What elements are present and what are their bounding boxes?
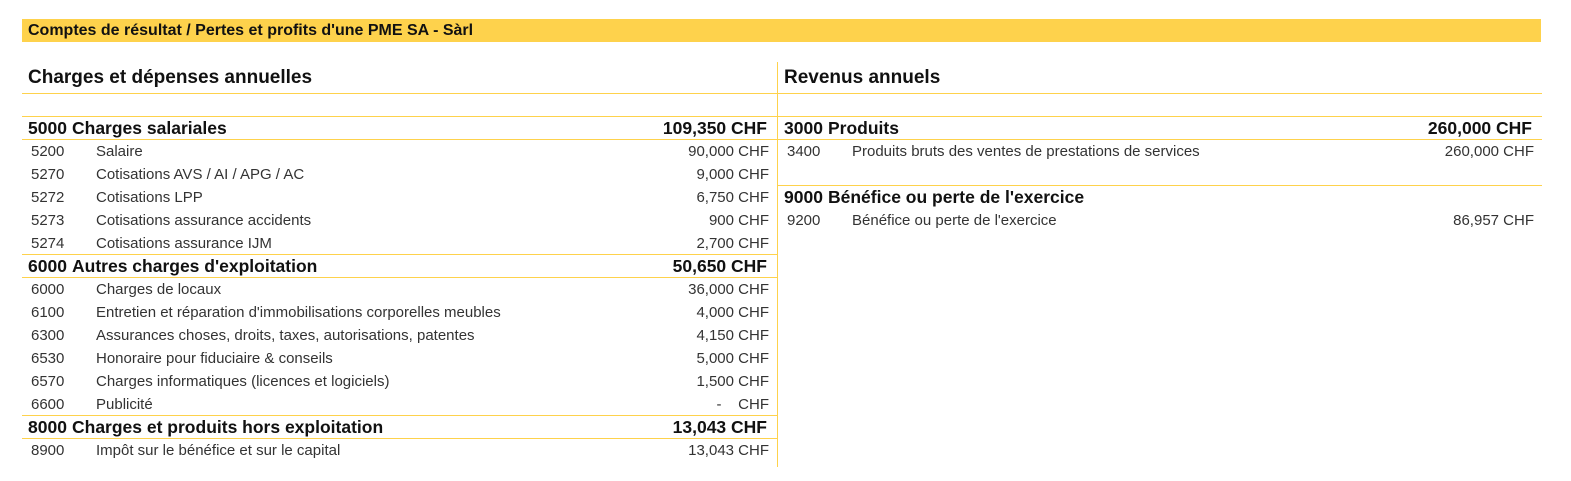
group-name: Charges salariales: [72, 117, 227, 138]
account-code: 5272: [31, 189, 65, 206]
group-code: 6000: [28, 255, 67, 276]
account-code: 5274: [31, 234, 65, 252]
account-row: [22, 301, 777, 324]
account-name: Assurances choses, droits, taxes, autorisations, patentes: [96, 327, 475, 344]
spacer-row: [778, 163, 1542, 186]
account-row: [778, 140, 1542, 163]
account-name: Produits bruts des ventes de prestations de services: [852, 143, 1200, 160]
account-amount: 1,500 CHF: [696, 373, 769, 390]
account-row: [22, 370, 777, 393]
group-header-6000: [22, 255, 777, 278]
group-name: Charges et produits hors exploitation: [72, 416, 384, 437]
account-row: [22, 209, 777, 232]
account-amount: 260,000 CHF: [1444, 143, 1534, 160]
account-name: Publicité: [96, 395, 153, 413]
account-amount: 2,700 CHF: [696, 234, 769, 252]
group-code: 8000: [28, 416, 67, 437]
page-title: Comptes de résultat / Pertes et profits d'une PME SA - Sàrl: [22, 19, 1541, 42]
account-amount: 13,043 CHF: [688, 442, 769, 459]
account-name: Honoraire pour fiduciaire & conseils: [96, 350, 333, 367]
account-code: 6600: [31, 395, 65, 413]
account-row: [22, 140, 777, 163]
group-name: Bénéfice ou perte de l'exercice: [828, 187, 1085, 207]
account-row: [22, 232, 777, 255]
account-amount: 6,750 CHF: [696, 189, 769, 206]
account-amount: 4,000 CHF: [696, 304, 769, 321]
account-amount: 86,957 CHF: [1453, 212, 1534, 229]
charges-heading: Charges et dépenses annuelles: [22, 62, 777, 94]
account-code: 9200: [787, 212, 821, 229]
account-row: [22, 163, 777, 186]
account-amount: 4,150 CHF: [696, 327, 769, 344]
spacer-row: [778, 94, 1542, 117]
account-amount: - CHF: [716, 395, 769, 413]
account-code: 6570: [31, 373, 65, 390]
account-row: [22, 278, 777, 301]
group-name: Autres charges d'exploitation: [72, 255, 318, 276]
account-name: Entretien et réparation d'immobilisations corporelles meubles: [96, 304, 501, 321]
account-code: 3400: [787, 143, 821, 160]
group-code: 9000: [784, 187, 823, 207]
account-amount: 5,000 CHF: [696, 350, 769, 367]
account-amount: 36,000 CHF: [688, 281, 769, 298]
account-name: Charges de locaux: [96, 281, 222, 298]
account-row: [22, 324, 777, 347]
group-code: 3000: [784, 117, 823, 138]
account-name: Cotisations LPP: [96, 189, 203, 206]
group-code: 5000: [28, 117, 67, 138]
group-header-5000: [22, 117, 777, 140]
account-row: [22, 186, 777, 209]
account-code: 5200: [31, 143, 65, 160]
account-code: 6530: [31, 350, 65, 367]
account-name: Impôt sur le bénéfice et sur le capital: [96, 442, 341, 459]
revenus-heading: Revenus annuels: [778, 62, 1542, 94]
account-name: Cotisations assurance IJM: [96, 234, 272, 252]
account-code: 5270: [31, 166, 65, 183]
account-code: 5273: [31, 212, 65, 229]
group-amount: 13,043 CHF: [672, 416, 767, 437]
account-row: [22, 347, 777, 370]
group-amount: 109,350 CHF: [662, 117, 767, 138]
spacer-row: [22, 94, 777, 117]
account-name: Salaire: [96, 143, 143, 160]
account-name: Bénéfice ou perte de l'exercice: [852, 212, 1057, 229]
account-amount: 9,000 CHF: [696, 166, 769, 183]
group-amount: 50,650 CHF: [672, 255, 767, 276]
account-row: [778, 209, 1542, 232]
group-header-8000: [22, 416, 777, 439]
account-row: [22, 439, 777, 462]
account-amount: 900 CHF: [708, 212, 769, 229]
charges-column: [22, 62, 778, 467]
account-name: Cotisations AVS / AI / APG / AC: [96, 166, 305, 183]
revenus-column: [778, 62, 1542, 232]
group-header-9000: [778, 186, 1542, 209]
account-name: Charges informatiques (licences et logiciels): [96, 373, 390, 390]
group-header-3000: [778, 117, 1542, 140]
account-code: 6300: [31, 327, 65, 344]
account-amount: 90,000 CHF: [688, 143, 769, 160]
group-amount: 260,000 CHF: [1427, 117, 1532, 138]
account-code: 6100: [31, 304, 65, 321]
account-code: 6000: [31, 281, 65, 298]
account-row: [22, 393, 777, 416]
account-code: 8900: [31, 442, 65, 459]
account-name: Cotisations assurance accidents: [96, 212, 312, 229]
group-name: Produits: [828, 117, 899, 138]
